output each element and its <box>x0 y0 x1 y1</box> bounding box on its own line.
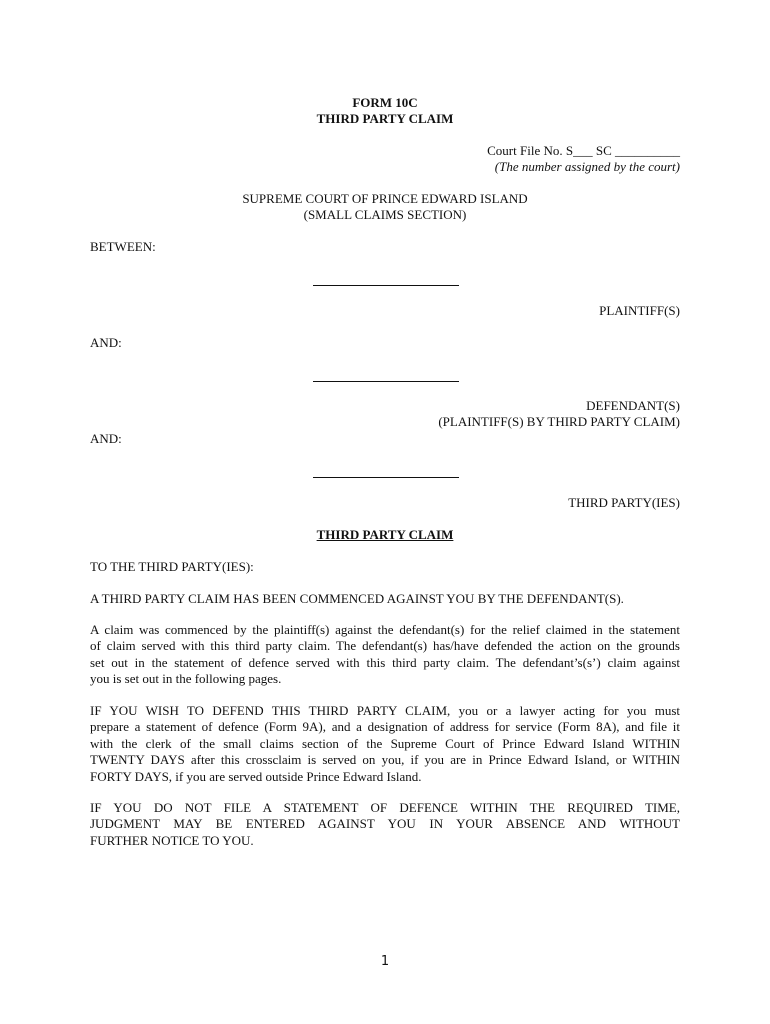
claim-heading: THIRD PARTY CLAIM <box>316 527 454 542</box>
paragraph-line: JUDGMENT MAY BE ENTERED AGAINST YOU IN YOUR ABSENCE AND WITHOUT <box>90 816 680 832</box>
paragraph-line: you is set out in the following pages. <box>90 671 282 687</box>
paragraph-line: IF YOU WISH TO DEFEND THIS THIRD PARTY CLAIM, you or a lawyer acting for you must <box>90 703 680 718</box>
paragraph-line: prepare a statement of defence (Form 9A), and a designation of address for service (Form 8A), and file it <box>90 719 680 735</box>
paragraph-line: with the clerk of the small claims section of the Supreme Court of Prince Edward Island WITHIN <box>90 735 680 751</box>
court-file-number: Court File No. S___ SC __________ <box>487 143 680 158</box>
paragraph-judgment-warning <box>90 800 680 849</box>
form-number: FORM 10C <box>352 95 418 110</box>
form-title: THIRD PARTY CLAIM <box>316 111 454 126</box>
plaintiff-name-line <box>313 285 459 286</box>
and-label-2: AND: <box>90 431 122 446</box>
defendant-sub-label: (PLAINTIFF(S) BY THIRD PARTY CLAIM) <box>438 414 680 429</box>
court-file-note: (The number assigned by the court) <box>494 159 680 174</box>
page-number: 1 <box>380 954 390 969</box>
court-name: SUPREME COURT OF PRINCE EDWARD ISLAND <box>242 191 528 206</box>
third-party-label: THIRD PARTY(IES) <box>568 495 680 510</box>
defendant-label: DEFENDANT(S) <box>586 398 680 413</box>
plaintiff-label: PLAINTIFF(S) <box>599 303 680 318</box>
paragraph-relief-claimed <box>90 622 680 688</box>
paragraph-line: IF YOU DO NOT FILE A STATEMENT OF DEFENCE WITHIN THE REQUIRED TIME, <box>90 800 680 815</box>
paragraph-line: FURTHER NOTICE TO YOU. <box>90 832 254 848</box>
third-party-name-line <box>313 477 459 478</box>
addressee: TO THE THIRD PARTY(IES): <box>90 559 254 574</box>
paragraph-line: set out in the statement of defence served with this third party claim. The defendant’s(s’) claim against <box>90 654 680 670</box>
paragraph-line: of claim served with this third party claim. The defendant(s) has/have defended the action on the grounds <box>90 638 680 654</box>
paragraph-how-to-defend <box>90 703 680 785</box>
and-label-1: AND: <box>90 335 122 350</box>
between-label: BETWEEN: <box>90 239 156 254</box>
commenced-notice: A THIRD PARTY CLAIM HAS BEEN COMMENCED AGAINST YOU BY THE DEFENDANT(S). <box>90 591 624 606</box>
paragraph-line: FORTY DAYS, if you are served outside Prince Edward Island. <box>90 768 422 784</box>
paragraph-line: TWENTY DAYS after this crossclaim is served on you, if you are in Prince Edward Island, or WITHIN <box>90 752 680 768</box>
paragraph-line: A claim was commenced by the plaintiff(s) against the defendant(s) for the relief claimed in the statement <box>90 622 680 637</box>
court-section: (SMALL CLAIMS SECTION) <box>303 207 467 222</box>
defendant-name-line <box>313 381 459 382</box>
